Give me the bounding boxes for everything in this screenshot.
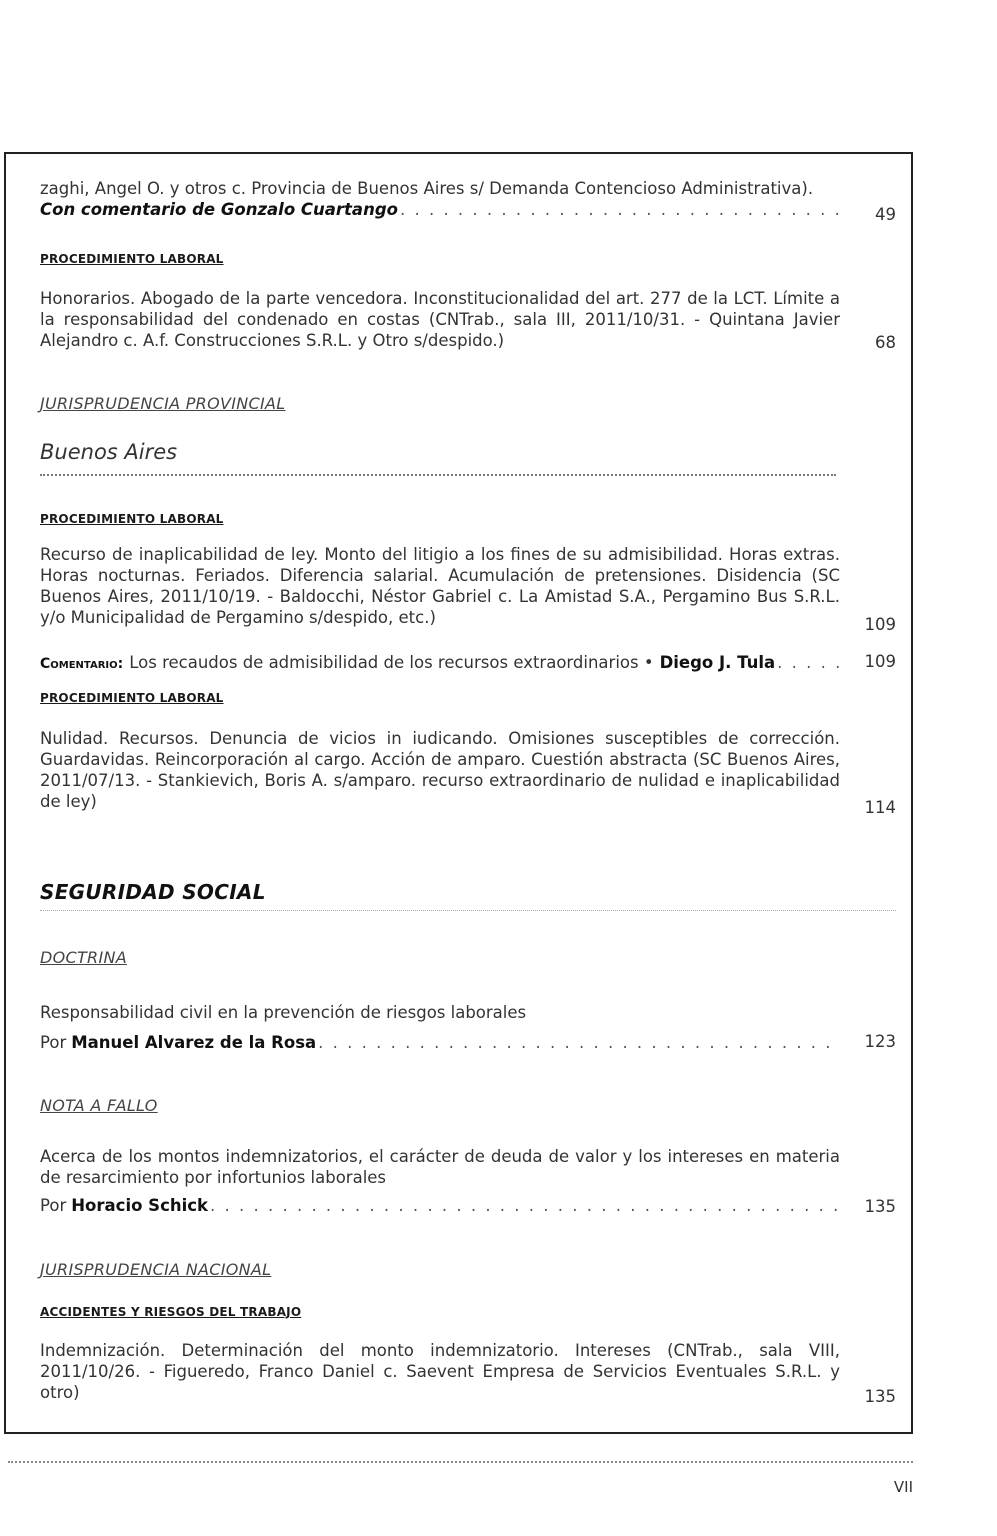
page-number: 109 bbox=[864, 615, 896, 634]
page-number: 135 bbox=[864, 1387, 896, 1406]
section-title: SEGURIDAD SOCIAL bbox=[40, 880, 266, 904]
footer-divider bbox=[8, 1461, 913, 1463]
toc-entry bbox=[40, 1340, 840, 1403]
entry-author: Horacio Schick bbox=[71, 1196, 209, 1215]
subsection-heading: PROCEDIMIENTO LABORAL bbox=[40, 512, 224, 526]
section-rule bbox=[40, 910, 896, 911]
category-heading: JURISPRUDENCIA NACIONAL bbox=[40, 1260, 272, 1279]
subsection-heading: ACCIDENTES Y RIESGOS DEL TRABAJO bbox=[40, 1305, 302, 1319]
toc-entry bbox=[40, 544, 840, 628]
entry-text: Indemnización. Determinación del monto indemnizatorio. Intereses (CNTrab., sala VIII, 2011/10/26. - Figueredo, Franco Daniel c. Saevent Empresa de Servicios Eventuales S.R.L. y otro) bbox=[40, 1341, 840, 1402]
by-label: Por bbox=[40, 1033, 67, 1052]
toc-entry bbox=[40, 288, 840, 351]
toc-entry bbox=[40, 1002, 840, 1053]
subsection-heading: PROCEDIMIENTO LABORAL bbox=[40, 252, 224, 266]
toc-frame bbox=[4, 152, 913, 1434]
page-number: 114 bbox=[864, 798, 896, 817]
entry-text: Acerca de los montos indemnizatorios, el carácter de deuda de valor y los intereses en materia de resarcimiento por infortunios laborales bbox=[40, 1147, 840, 1187]
by-label: Por bbox=[40, 1196, 67, 1215]
entry-author: Manuel Alvarez de la Rosa bbox=[71, 1033, 317, 1052]
category-heading: NOTA A FALLO bbox=[40, 1096, 158, 1115]
entry-text: Honorarios. Abogado de la parte vencedora. Inconstitucionalidad del art. 277 de la LCT. Límite a la responsabilidad del condenado en costas (CNTrab., sala III, 2011/10/31. - Quintana Javier Alejandro c. A.f. Construcciones S.R.L. y Otro s/despido.) bbox=[40, 289, 840, 350]
category-heading: JURISPRUDENCIA PROVINCIAL bbox=[40, 394, 286, 413]
page-number: 109 bbox=[864, 652, 896, 671]
comment-label: Comentario: bbox=[40, 656, 124, 672]
page-number: 68 bbox=[875, 333, 896, 352]
toc-entry bbox=[40, 1146, 840, 1216]
dotted-divider bbox=[40, 474, 836, 476]
entry-text: Los recaudos de admisibilidad de los recursos extraordinarios • bbox=[129, 653, 654, 672]
dot-leader bbox=[400, 199, 840, 220]
page-folio: VII bbox=[893, 1478, 913, 1496]
entry-text: Recurso de inaplicabilidad de ley. Monto del litigio a los fines de su admisibilidad. Horas extras. Horas nocturnas. Feriados. Diferencia salarial. Acumulación de pretensiones. Disidencia (SC Buenos Aires, 2011/10/19. - Baldocchi, Néstor Gabriel c. La Amistad S.A., Pergamino Bus S.R.L. y/o Municipalidad de Pergamino s/despido, etc.) bbox=[40, 545, 840, 627]
toc-entry bbox=[40, 178, 840, 220]
entry-author: Diego J. Tula bbox=[659, 653, 776, 672]
page-number: 135 bbox=[864, 1197, 896, 1216]
dot-leader bbox=[318, 1032, 840, 1053]
toc-entry bbox=[40, 728, 840, 812]
category-heading: DOCTRINA bbox=[40, 948, 128, 967]
entry-text: zaghi, Angel O. y otros c. Provincia de Buenos Aires s/ Demanda Contencioso Administrativa). bbox=[40, 179, 814, 198]
entry-comment-author: Con comentario de Gonzalo Cuartango bbox=[40, 200, 398, 219]
region-heading: Buenos Aires bbox=[40, 440, 178, 464]
subsection-heading: PROCEDIMIENTO LABORAL bbox=[40, 691, 224, 705]
dot-leader bbox=[210, 1195, 840, 1216]
page-number: 49 bbox=[875, 205, 896, 224]
entry-text: Responsabilidad civil en la prevención de riesgos laborales bbox=[40, 1003, 527, 1022]
page-number: 123 bbox=[864, 1032, 896, 1051]
dot-leader bbox=[777, 652, 840, 673]
entry-text: Nulidad. Recursos. Denuncia de vicios in iudicando. Omisiones susceptibles de corrección. Guardavidas. Reincorporación al cargo. Acción de amparo. Cuestión abstracta (SC Buenos Aires, 2011/07/13. - Stankievich, Boris A. s/amparo. recurso extraordinario de nulidad e inaplicabilidad de ley) bbox=[40, 729, 840, 811]
toc-entry bbox=[40, 652, 840, 675]
